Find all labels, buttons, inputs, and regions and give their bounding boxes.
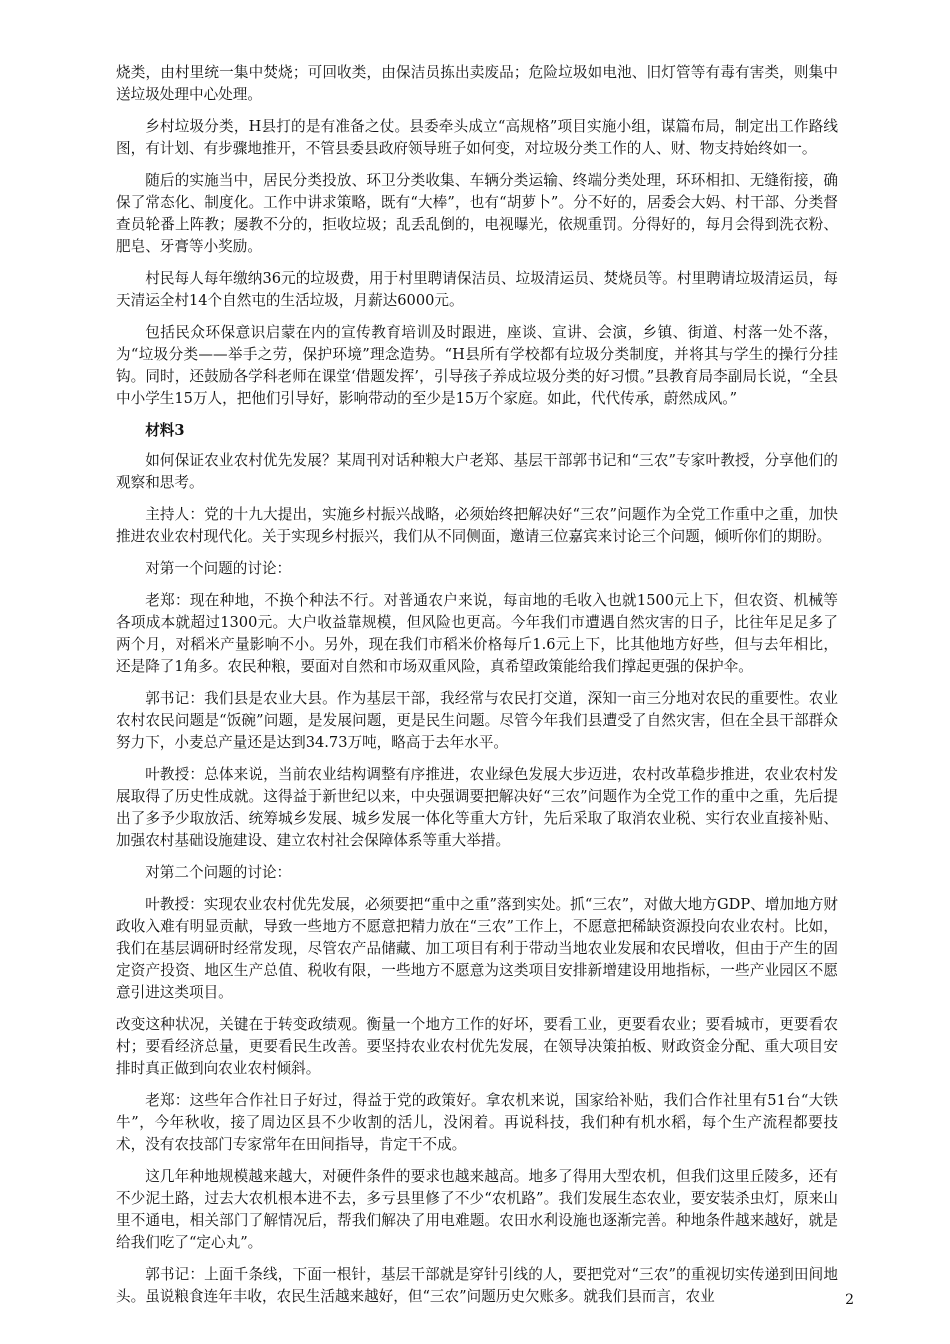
paragraph: 老郑：现在种地，不换个种法不行。对普通农户来说，每亩地的毛收入也就1500元上下，但农资、机械等各项成本就超过1300元。大户收益靠规模，但风险也更高。今年我们市遭遇自然灾害的日子，比往年足足多了两个月，对稻米产量影响不小。另外，现在我们市稻米价格每斤1.6元上下，比其他地方好些，但与去年相比，还是降了1角多。农民种粮，要面对自然和市场双重风险，真希望政策能给我们撑起更强的保护伞。 bbox=[116, 592, 838, 675]
paragraph: 郭书记：我们县是农业大县。作为基层干部，我经常与农民打交道，深知一亩三分地对农民的重要性。农业农村农民问题是“饭碗”问题，是发展问题，更是民生问题。尽管今年我们县遭受了自然灾害，但在全县干部群众努力下，小麦总产量还是达到34.73万吨，略高于去年水平。 bbox=[116, 690, 838, 751]
paragraph: 主持人：党的十九大提出，实施乡村振兴战略，必须始终把解决好“三农”问题作为全党工作重中之重，加快推进农业农村现代化。关于实现乡村振兴，我们从不同侧面，邀请三位嘉宾来讨论三个问题，倾听你们的期盼。 bbox=[116, 506, 838, 545]
paragraph: 村民每人每年缴纳36元的垃圾费，用于村里聘请保洁员、垃圾清运员、焚烧员等。村里聘请垃圾清运员，每天清运全村14个自然屯的生活垃圾，月薪达6000元。 bbox=[116, 270, 838, 309]
paragraph: 乡村垃圾分类，H县打的是有准备之仗。县委牵头成立“高规格”项目实施小组，谋篇布局，制定出工作路线图，有计划、有步骤地推开，不管县委县政府领导班子如何变，对垃圾分类工作的人、财、物支持始终如一。 bbox=[116, 118, 838, 157]
discussion-heading: 对第一个问题的讨论： bbox=[145, 560, 292, 577]
material-3-section bbox=[116, 450, 838, 1308]
paragraph: 如何保证农业农村优先发展？某周刊对话种粮大户老郑、基层干部郭书记和“三农”专家叶教授，分享他们的观察和思考。 bbox=[116, 452, 838, 491]
paragraph: 叶教授：总体来说，当前农业结构调整有序推进，农业绿色发展大步迈进，农村改革稳步推进，农业农村发展取得了历史性成就。这得益于新世纪以来，中央强调要把解决好“三农”问题作为全党工作的重中之重，先后提出了多予少取放活、统筹城乡发展、城乡发展一体化等重大方针，先后采取了取消农业税、实行农业直接补贴、加强农村基础设施建设、建立农村社会保障体系等重大举措。 bbox=[116, 766, 838, 849]
paragraph: 郭书记：上面千条线，下面一根针，基层干部就是穿针引线的人，要把党对“三农”的重视切实传递到田间地头。虽说粮食连年丰收，农民生活越来越好，但“三农”问题历史欠账多。就我们县而言，农业 bbox=[116, 1266, 838, 1305]
discussion-heading: 对第二个问题的讨论： bbox=[145, 864, 292, 881]
paragraph: 这几年种地规模越来越大，对硬件条件的要求也越来越高。地多了得用大型农机，但我们这里丘陵多，还有不少泥土路，过去大农机根本进不去，多亏县里修了不少“农机路”。我们发展生态农业，要安装杀虫灯，原来山里不通电，相关部门了解情况后，帮我们解决了用电难题。农田水利设施也逐渐完善。种地条件越来越好，就是给我们吃了“定心丸”。 bbox=[116, 1168, 838, 1251]
paragraph: 改变这种状况，关键在于转变政绩观。衡量一个地方工作的好坏，要看工业，更要看农业；要看城市，更要看农村；要看经济总量，更要看民生改善。要坚持农业农村优先发展，在领导决策拍板、财政资金分配、重大项目安排时真正做到向农业农村倾斜。 bbox=[116, 1016, 838, 1077]
paragraph: 叶教授：实现农业农村优先发展，必须要把“重中之重”落到实处。抓“三农”，对做大地方GDP、增加地方财政收入难有明显贡献，导致一些地方不愿意把精力放在“三农”工作上，不愿意把稀缺资源投向农业农村。比如，我们在基层调研时经常发现，尽管农产品储藏、加工项目有利于带动当地农业发展和农民增收，但由于产生的固定资产投资、地区生产总值、税收有限，一些地方不愿意为这类项目安排新增建设用地指标，一些产业园区不愿意引进这类项目。 bbox=[116, 896, 838, 1001]
top-section bbox=[116, 62, 838, 410]
paragraph: 老郑：这些年合作社日子好过，得益于党的政策好。拿农机来说，国家给补贴，我们合作社里有51台“大铁牛”，今年秋收，接了周边区县不少收割的活儿，没闲着。再说科技，我们种有机水稻，每个生产流程都要技术，没有农技部门专家常年在田间指导，肯定干不成。 bbox=[116, 1092, 838, 1153]
page-number: 2 bbox=[845, 1292, 854, 1308]
section-heading: 材料3 bbox=[145, 422, 185, 439]
paragraph: 包括民众环保意识启蒙在内的宣传教育培训及时跟进，座谈、宣讲、会演，乡镇、街道、村落一处不落，为“垃圾分类——举手之劳，保护环境”理念造势。“H县所有学校都有垃圾分类制度，并将其与学生的操行分挂钩。同时，还鼓励各学科老师在课堂‘借题发挥’，引导孩子养成垃圾分类的好习惯。”县教育局李副局长说，“全县中小学生15万人，把他们引导好，影响带动的至少是15万个家庭。如此，代代传承，蔚然成风。” bbox=[116, 324, 838, 407]
paragraph-continuation: 烧类，由村里统一集中焚烧；可回收类，由保洁员拣出卖废品；危险垃圾如电池、旧灯管等有毒有害类，则集中送垃圾处理中心处理。 bbox=[116, 64, 838, 103]
paragraph: 随后的实施当中，居民分类投放、环卫分类收集、车辆分类运输、终端分类处理，环环相扣、无缝衔接，确保了常态化、制度化。工作中讲求策略，既有“大棒”，也有“胡萝卜”。分不好的，居委会大妈、村干部、分类督查员轮番上阵教；屡教不分的，拒收垃圾；乱丢乱倒的，电视曝光，依规重罚。分得好的，每月会得到洗衣粉、肥皂、牙膏等小奖励。 bbox=[116, 172, 838, 255]
